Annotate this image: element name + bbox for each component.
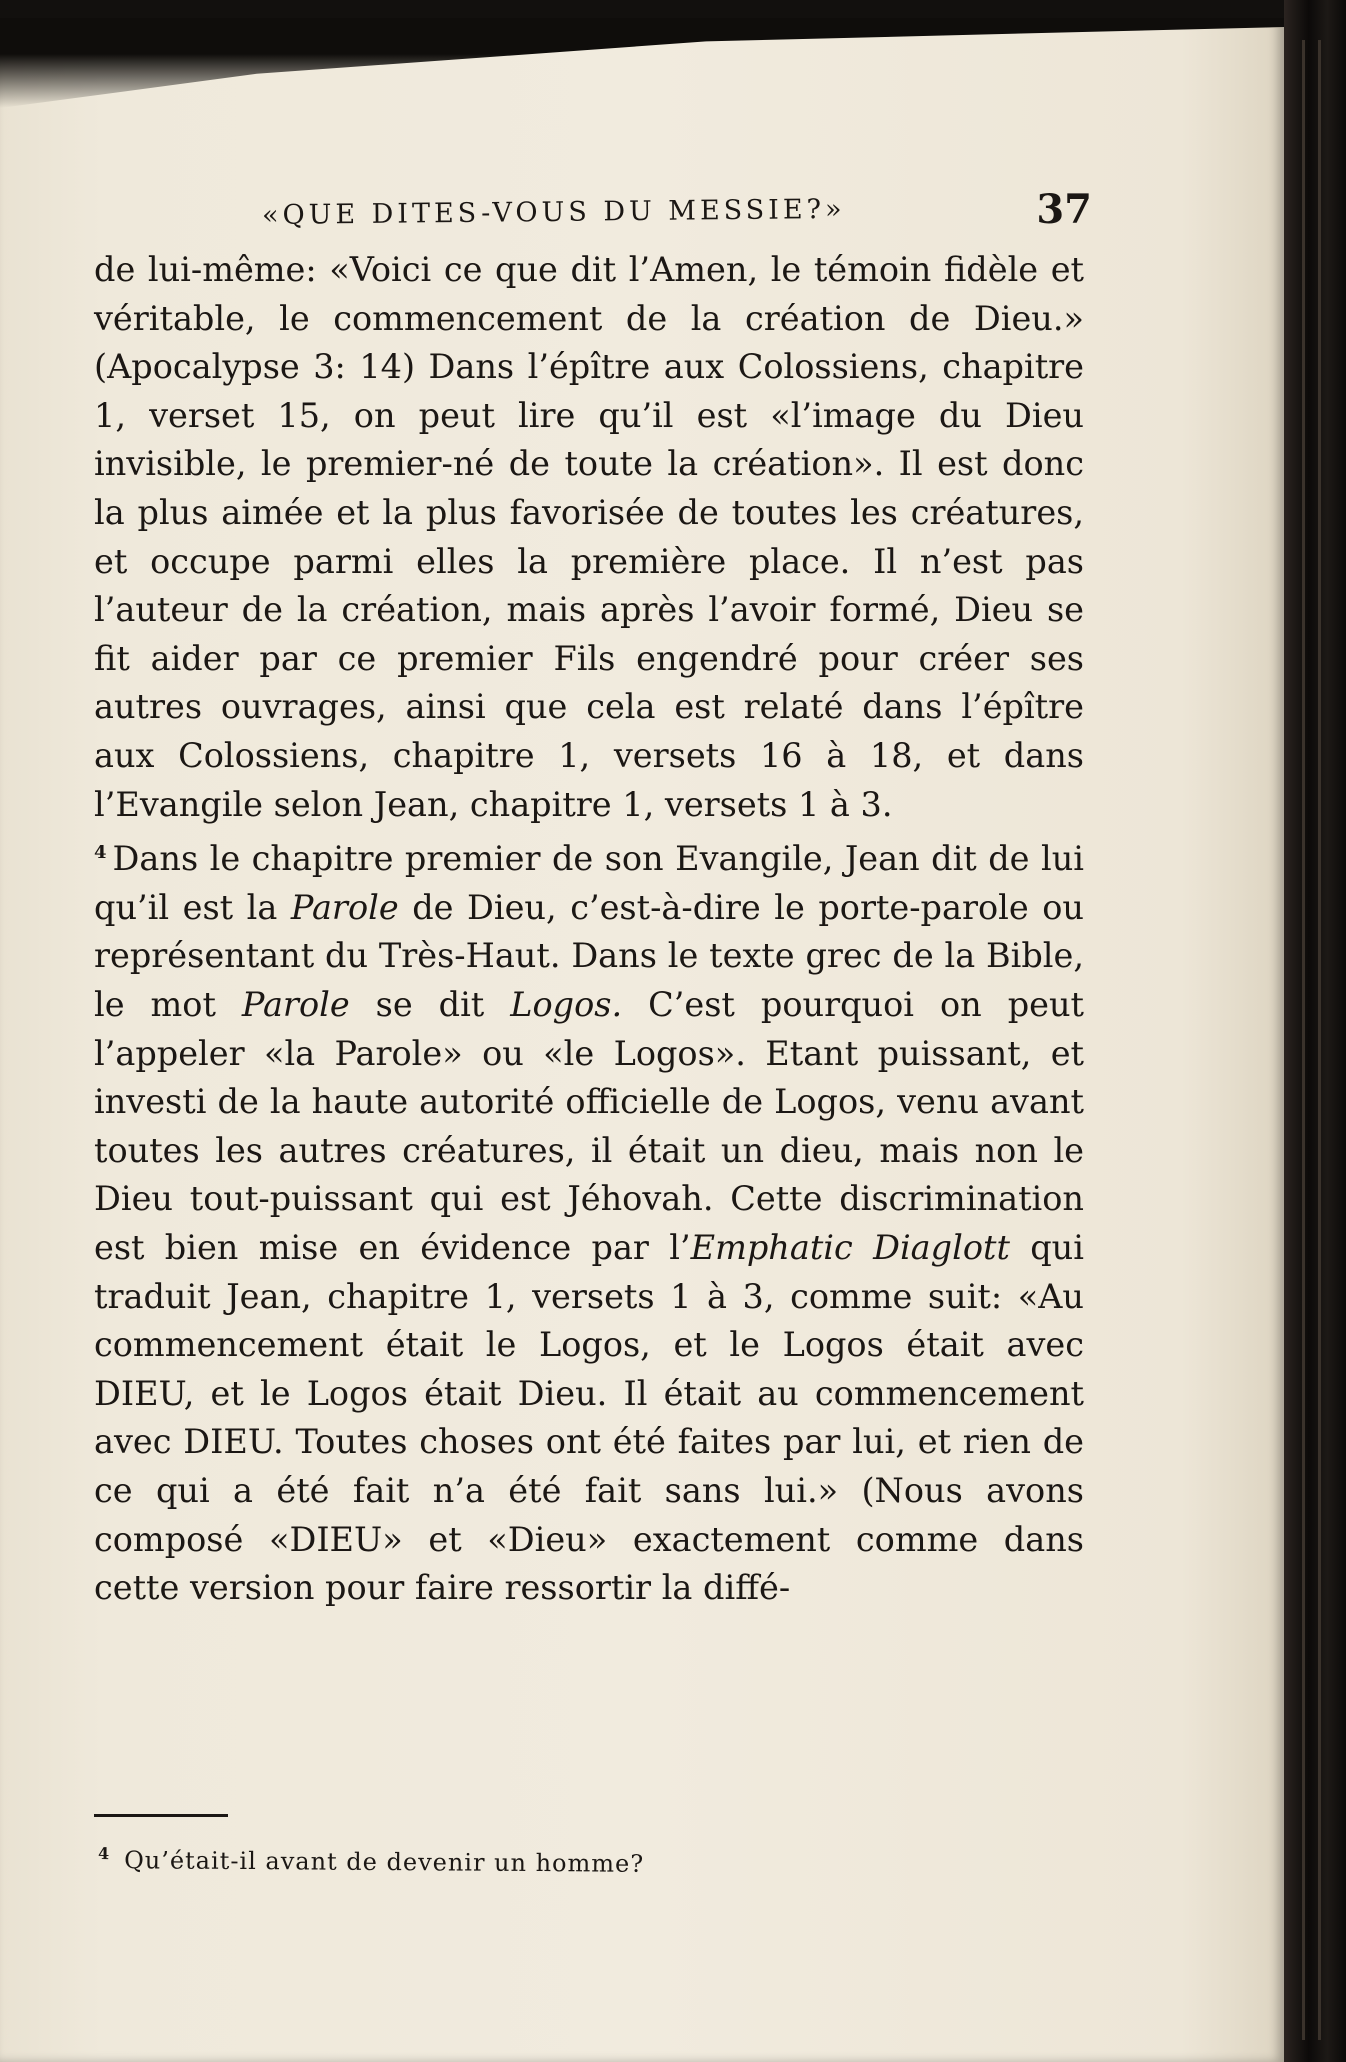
spine-line bbox=[1318, 40, 1321, 2040]
paragraph-2 bbox=[94, 829, 1084, 1613]
footnote-rule bbox=[94, 1814, 228, 1817]
footnote-text: Qu’était-il avant de devenir un homme? bbox=[124, 1846, 645, 1878]
paragraph-2-text-d: C’est pourquoi on peut l’appeler «la Parole» ou «le Logos». Etant puissant, et investi de la haute autorité officielle de Logos, venu avant toutes les autres créatures, il était un dieu, mais non le Dieu tout-puissant qui est Jéhovah. Cette discrimination est bien mise en évidence par l’ bbox=[94, 985, 1085, 1268]
italic-logos: Logos. bbox=[510, 985, 623, 1025]
body-text bbox=[94, 246, 1084, 1613]
page-header bbox=[262, 186, 1092, 236]
paragraph-2-text-b: de Dieu, c’est-à-dire le porte-parole ou représentant du Très-Haut. Dans le texte grec de la Bible, le mot bbox=[94, 887, 1084, 1025]
footnote bbox=[98, 1844, 644, 1878]
paragraph-2-text-a: Dans le chapitre premier de son Evangile, Jean dit de lui qu’il est la bbox=[94, 839, 1084, 927]
paragraph-1: de lui-même: «Voici ce que dit l’Amen, le témoin fidèle et véritable, le commencement de la création de Dieu.» (Apocalypse 3: 14) Dans l’épître aux Colossiens, chapitre 1, verset 15, on peut lire qu’il est «l’image du Dieu invisible, le premier-né de toute la création». Il est donc la plus aimée et la plus favorisée de toutes les créatures, et occupe parmi elles la première place. Il n’est pas l’auteur de la création, mais après l’avoir formé, Dieu se fit aider par ce premier Fils engendré pour créer ses autres ouvrages, ainsi que cela est relaté dans l’épître aux Colossiens, chapitre 1, versets 16 à 18, et dans l’Evangile selon Jean, chapitre 1, versets 1 à 3. bbox=[94, 250, 1084, 824]
page-number: 37 bbox=[1036, 186, 1092, 233]
footnote-number: 4 bbox=[97, 1844, 111, 1864]
italic-parole-1: Parole bbox=[290, 887, 399, 927]
page-sheet bbox=[0, 18, 1284, 2062]
italic-emphatic-diaglott: Emphatic Diaglott bbox=[690, 1228, 1010, 1268]
paragraph-2-text-e: qui traduit Jean, chapitre 1, versets 1 à 3, comme suit: «Au commencement était le Logos, et le Logos était avec DIEU, et le Logos était Dieu. Il était au commencement avec DIEU. Toutes choses ont été faites par lui, et rien de ce qui a été fait n’a été fait sans lui.» (Nous avons composé «DIEU» et «Dieu» exactement comme dans cette version pour faire ressortir la diffé- bbox=[94, 1228, 1084, 1608]
book-spine-edge bbox=[1284, 0, 1346, 2062]
spine-line bbox=[1302, 40, 1305, 2040]
italic-parole-2: Parole bbox=[241, 985, 350, 1025]
paragraph-2-text-c: se dit bbox=[349, 985, 511, 1025]
running-head: «QUE DITES-VOUS DU MESSIE?» bbox=[261, 193, 846, 231]
page-top-shadow bbox=[0, 18, 1284, 108]
footnote-marker: 4 bbox=[94, 842, 107, 864]
